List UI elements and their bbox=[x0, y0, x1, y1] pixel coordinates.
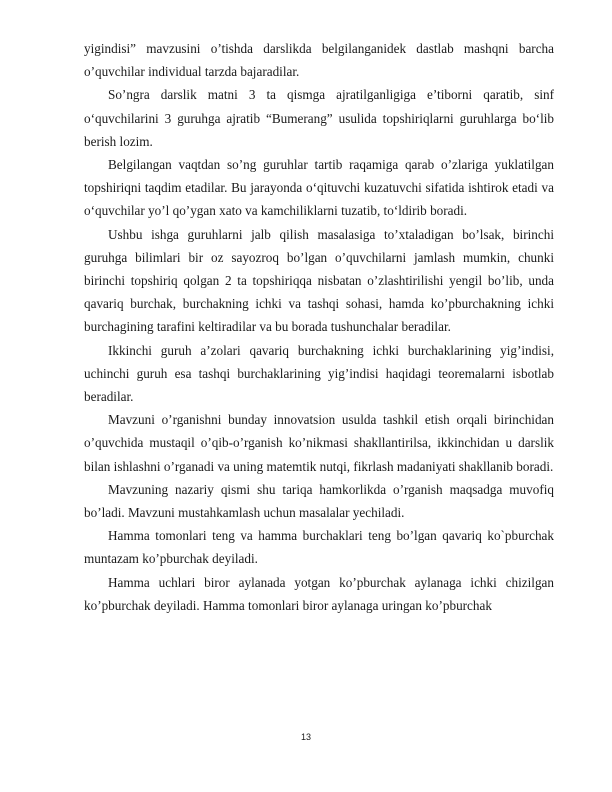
document-body bbox=[84, 37, 554, 617]
paragraph-continuation: yigindisi” mavzusini o’tishda darslikda belgilanganidek dastlab mashqni barcha o’quvchilar individual tarzda bajaradilar. bbox=[84, 41, 554, 80]
paragraph: Hamma uchlari biror aylanada yotgan ko’pburchak aylanaga ichki chizilgan ko’pburchak deyiladi. Hamma tomonlari biror aylanaga uringan ko’pburchak bbox=[84, 574, 554, 613]
paragraph: So’ngra darslik matni 3 ta qismga ajratilganligiga e’tiborni qaratib, sinf o‘quvchilarini 3 guruhga ajratib “Bumerang” usulida topshiriqlarni guruhlarga bo‘lib berish lozim. bbox=[84, 87, 554, 149]
paragraph: Ushbu ishga guruhlarni jalb qilish masalasiga to’xtaladigan bo’lsak, birinchi guruhga bilimlari bir oz sayozroq bo’lgan o’quvchilarni jamlash mumkin, chunki birinchi topshiriq qolgan 2 ta topshiriqqa nisbatan o’zlashtirilishi yengil bo’lib, unda qavariq burchak, burchakning ichki va tashqi sohasi, hamda ko’pburchakning ichki burchagining tarafini keltiradilar va bu borada tushunchalar beradilar. bbox=[84, 226, 554, 335]
paragraph: Belgilangan vaqtdan so’ng guruhlar tartib raqamiga qarab o’zlariga yuklatilgan topshiriqni taqdim etadilar. Bu jarayonda o‘qituvchi kuzatuvchi sifatida ishtirok etadi va o‘quvchilar yo’l qo’ygan xato va kamchiliklarni tuzatib, to‘ldirib boradi. bbox=[84, 157, 554, 219]
paragraph: Mavzuni o’rganishni bunday innovatsion usulda tashkil etish orqali birinchidan o’quvchida mustaqil o’qib-o’rganish ko’nikmasi shakllantirilsa, ikkinchidan u darslik bilan ishlashni o’rganadi va uning matemtik nutqi, fikrlash madaniyati shakllanib boradi. bbox=[84, 412, 554, 474]
paragraph: Ikkinchi guruh a’zolari qavariq burchakning ichki burchaklarining yig’indisi, uchinchi guruh esa tashqi burchaklarining yig’indisi haqidagi teoremalarni isbotlab beradilar. bbox=[84, 342, 554, 405]
paragraph: Mavzuning nazariy qismi shu tariqa hamkorlikda o’rganish maqsadga muvofiq bo’ladi. Mavzuni mustahkamlash uchun masalalar yechiladi. bbox=[84, 481, 554, 521]
paragraph: Hamma tomonlari teng va hamma burchaklari teng bo’lgan qavariq ko`pburchak muntazam ko’pburchak deyiladi. bbox=[84, 528, 554, 567]
page-number: 13 bbox=[300, 732, 311, 742]
